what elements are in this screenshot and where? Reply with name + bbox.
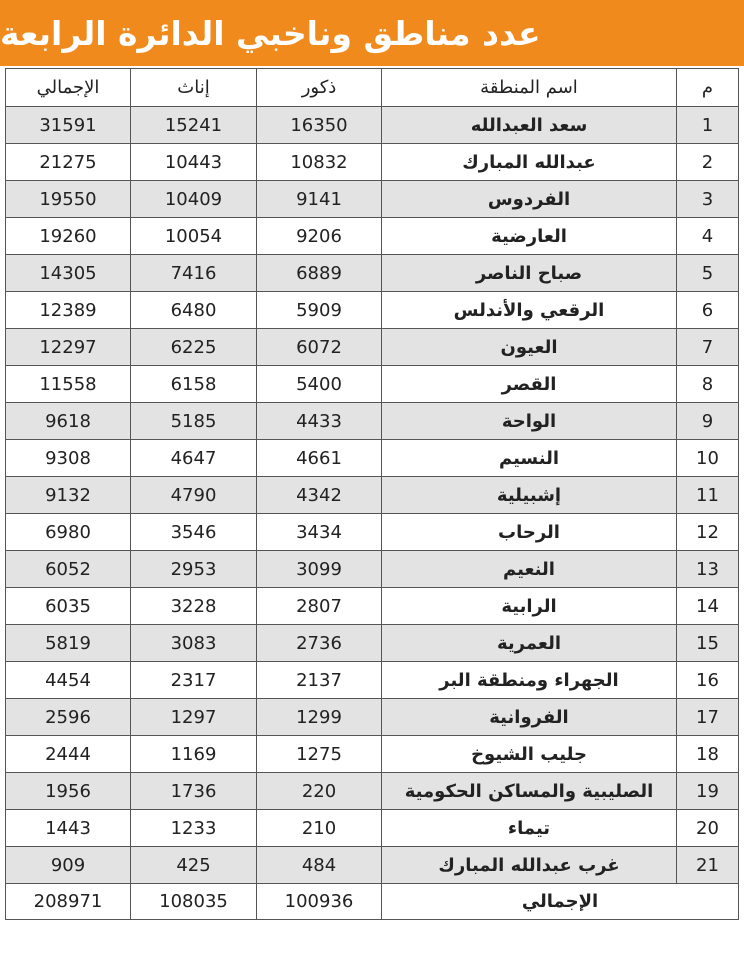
cell-region: الرحاب	[382, 514, 677, 551]
cell-num: 21	[677, 847, 739, 884]
voters-table	[5, 68, 739, 920]
cell-males: 4342	[257, 477, 382, 514]
cell-total: 31591	[6, 107, 131, 144]
grand-total-total: 208971	[6, 884, 131, 920]
cell-males: 6889	[257, 255, 382, 292]
cell-total: 21275	[6, 144, 131, 181]
table-row	[6, 736, 739, 773]
header-females: إناث	[131, 69, 257, 107]
table-header-row	[6, 69, 739, 107]
cell-num: 6	[677, 292, 739, 329]
header-males: ذكور	[257, 69, 382, 107]
table-row	[6, 514, 739, 551]
table-body	[6, 107, 739, 884]
page-title: عدد مناطق وناخبي الدائرة الرابعة	[0, 0, 744, 66]
table-row	[6, 366, 739, 403]
cell-region: سعد العبدالله	[382, 107, 677, 144]
cell-num: 14	[677, 588, 739, 625]
cell-total: 4454	[6, 662, 131, 699]
cell-region: عبدالله المبارك	[382, 144, 677, 181]
cell-region: النسيم	[382, 440, 677, 477]
cell-total: 6980	[6, 514, 131, 551]
cell-region: الفروانية	[382, 699, 677, 736]
cell-num: 2	[677, 144, 739, 181]
cell-num: 20	[677, 810, 739, 847]
table-row	[6, 255, 739, 292]
cell-females: 10054	[131, 218, 257, 255]
cell-num: 11	[677, 477, 739, 514]
cell-males: 16350	[257, 107, 382, 144]
cell-females: 3228	[131, 588, 257, 625]
cell-males: 2807	[257, 588, 382, 625]
cell-males: 9206	[257, 218, 382, 255]
cell-males: 3434	[257, 514, 382, 551]
cell-num: 16	[677, 662, 739, 699]
table-row	[6, 144, 739, 181]
cell-females: 1297	[131, 699, 257, 736]
cell-total: 11558	[6, 366, 131, 403]
cell-females: 1233	[131, 810, 257, 847]
cell-males: 484	[257, 847, 382, 884]
table-row	[6, 699, 739, 736]
cell-total: 9308	[6, 440, 131, 477]
cell-region: النعيم	[382, 551, 677, 588]
cell-females: 6225	[131, 329, 257, 366]
cell-males: 3099	[257, 551, 382, 588]
table-row	[6, 107, 739, 144]
cell-females: 15241	[131, 107, 257, 144]
cell-males: 9141	[257, 181, 382, 218]
table-row	[6, 625, 739, 662]
table-row	[6, 588, 739, 625]
cell-total: 12297	[6, 329, 131, 366]
cell-total: 2444	[6, 736, 131, 773]
cell-num: 19	[677, 773, 739, 810]
cell-num: 4	[677, 218, 739, 255]
cell-males: 5909	[257, 292, 382, 329]
grand-total-row	[6, 884, 739, 920]
cell-num: 18	[677, 736, 739, 773]
cell-region: الجهراء ومنطقة البر	[382, 662, 677, 699]
cell-females: 425	[131, 847, 257, 884]
cell-total: 9618	[6, 403, 131, 440]
table-row	[6, 847, 739, 884]
cell-num: 15	[677, 625, 739, 662]
cell-region: الصليبية والمساكن الحكومية	[382, 773, 677, 810]
cell-females: 3083	[131, 625, 257, 662]
cell-region: الرابية	[382, 588, 677, 625]
cell-region: العمرية	[382, 625, 677, 662]
table-row	[6, 292, 739, 329]
cell-females: 10443	[131, 144, 257, 181]
cell-total: 1443	[6, 810, 131, 847]
cell-males: 2736	[257, 625, 382, 662]
cell-females: 6480	[131, 292, 257, 329]
cell-total: 12389	[6, 292, 131, 329]
cell-total: 2596	[6, 699, 131, 736]
cell-num: 13	[677, 551, 739, 588]
cell-region: الرقعي والأندلس	[382, 292, 677, 329]
cell-males: 220	[257, 773, 382, 810]
cell-females: 2317	[131, 662, 257, 699]
cell-males: 6072	[257, 329, 382, 366]
cell-region: غرب عبدالله المبارك	[382, 847, 677, 884]
cell-total: 1956	[6, 773, 131, 810]
cell-region: العارضية	[382, 218, 677, 255]
cell-females: 2953	[131, 551, 257, 588]
cell-num: 7	[677, 329, 739, 366]
grand-total-males: 100936	[257, 884, 382, 920]
cell-total: 6035	[6, 588, 131, 625]
table-row	[6, 551, 739, 588]
cell-num: 5	[677, 255, 739, 292]
table-row	[6, 773, 739, 810]
cell-females: 3546	[131, 514, 257, 551]
cell-region: صباح الناصر	[382, 255, 677, 292]
cell-num: 9	[677, 403, 739, 440]
table-row	[6, 329, 739, 366]
cell-num: 10	[677, 440, 739, 477]
cell-males: 1299	[257, 699, 382, 736]
cell-males: 210	[257, 810, 382, 847]
cell-total: 19550	[6, 181, 131, 218]
cell-females: 1736	[131, 773, 257, 810]
header-num: م	[677, 69, 739, 107]
table-row	[6, 477, 739, 514]
cell-females: 5185	[131, 403, 257, 440]
cell-num: 8	[677, 366, 739, 403]
cell-females: 6158	[131, 366, 257, 403]
cell-region: تيماء	[382, 810, 677, 847]
table-row	[6, 440, 739, 477]
cell-region: العيون	[382, 329, 677, 366]
cell-females: 4790	[131, 477, 257, 514]
cell-total: 14305	[6, 255, 131, 292]
cell-females: 7416	[131, 255, 257, 292]
cell-males: 1275	[257, 736, 382, 773]
cell-region: إشبيلية	[382, 477, 677, 514]
cell-num: 1	[677, 107, 739, 144]
cell-region: جليب الشيوخ	[382, 736, 677, 773]
table-row	[6, 403, 739, 440]
header-region: اسم المنطقة	[382, 69, 677, 107]
cell-males: 2137	[257, 662, 382, 699]
cell-num: 3	[677, 181, 739, 218]
grand-total-females: 108035	[131, 884, 257, 920]
cell-region: الفردوس	[382, 181, 677, 218]
cell-males: 5400	[257, 366, 382, 403]
cell-females: 10409	[131, 181, 257, 218]
header-total: الإجمالي	[6, 69, 131, 107]
cell-region: القصر	[382, 366, 677, 403]
cell-total: 6052	[6, 551, 131, 588]
cell-total: 19260	[6, 218, 131, 255]
grand-total-label: الإجمالي	[382, 884, 739, 920]
cell-total: 909	[6, 847, 131, 884]
table-row	[6, 181, 739, 218]
cell-region: الواحة	[382, 403, 677, 440]
cell-males: 10832	[257, 144, 382, 181]
cell-males: 4661	[257, 440, 382, 477]
cell-males: 4433	[257, 403, 382, 440]
table-row	[6, 662, 739, 699]
table-row	[6, 218, 739, 255]
cell-females: 1169	[131, 736, 257, 773]
cell-total: 5819	[6, 625, 131, 662]
cell-num: 17	[677, 699, 739, 736]
cell-total: 9132	[6, 477, 131, 514]
cell-females: 4647	[131, 440, 257, 477]
cell-num: 12	[677, 514, 739, 551]
table-row	[6, 810, 739, 847]
